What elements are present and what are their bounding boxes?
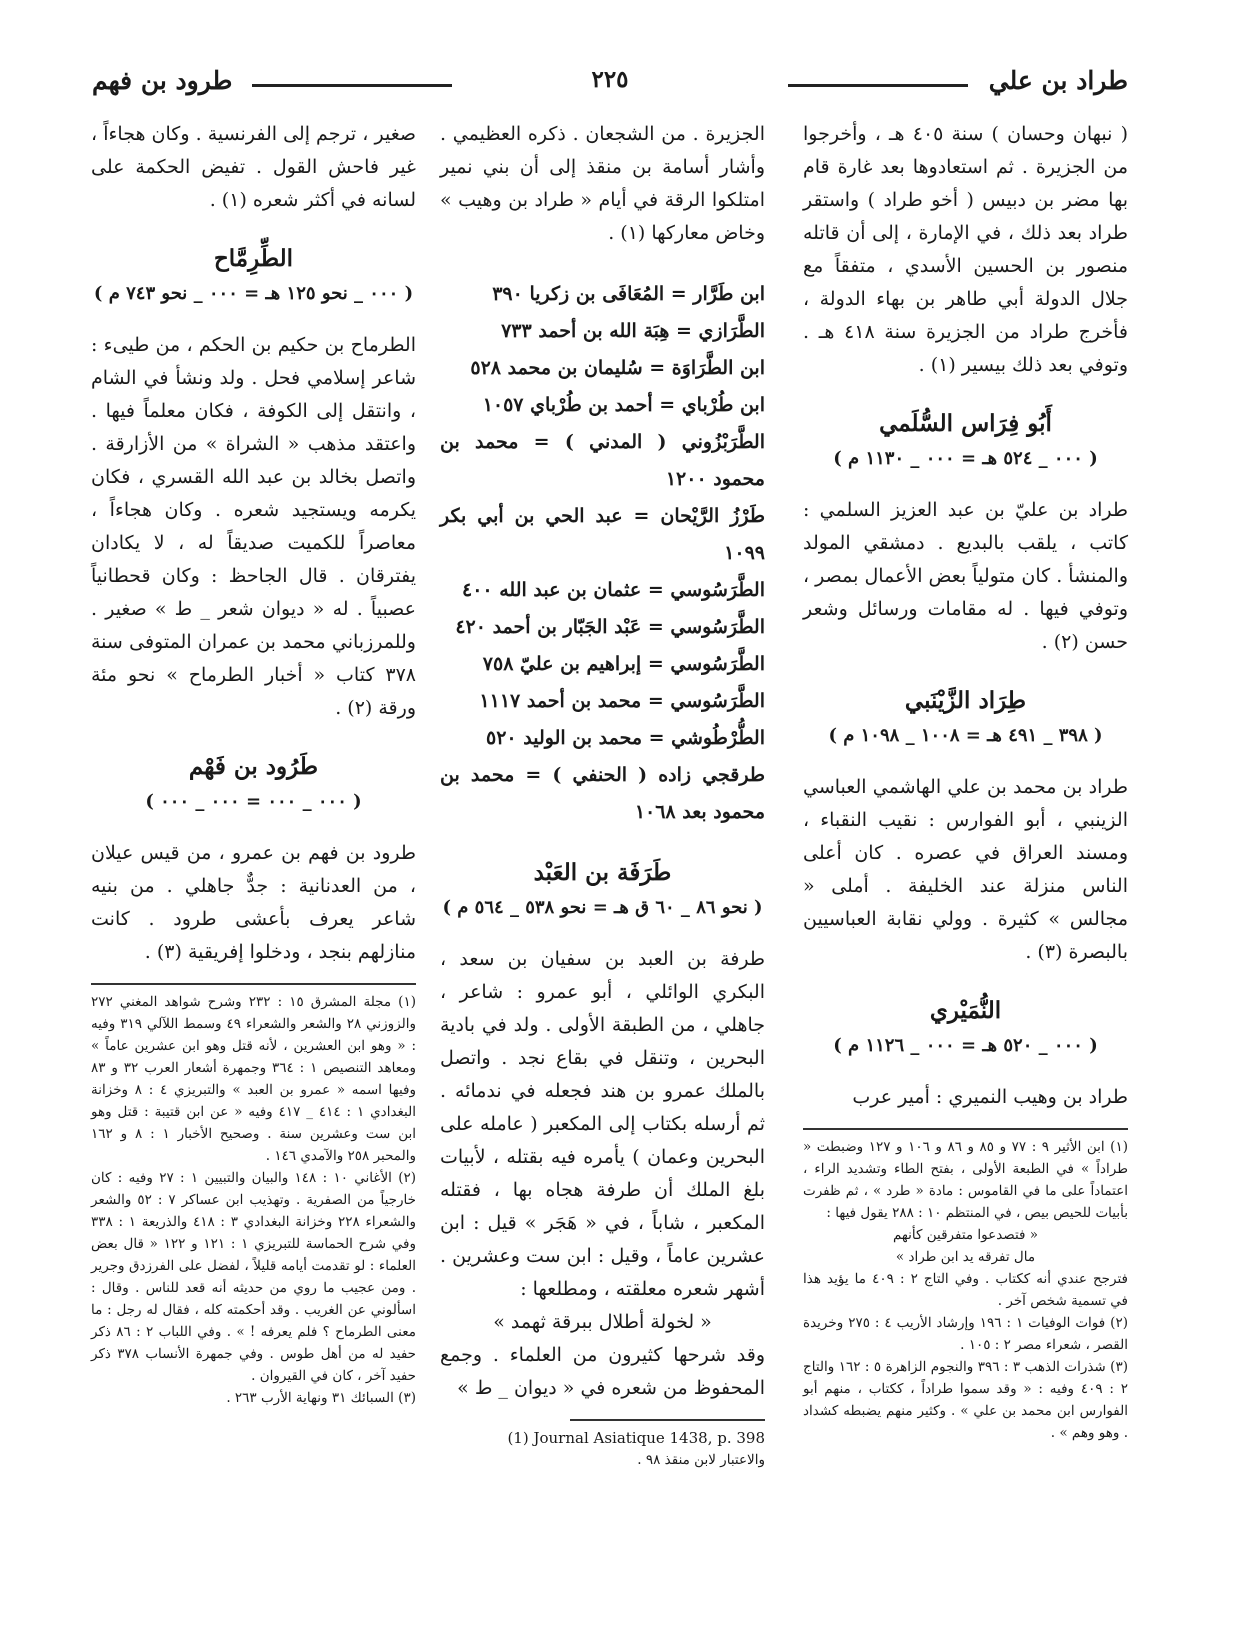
- footnote: فترجح عندي أنه ككتاب . وفي التاج ٢ : ٤٠٩ ما يؤيد هذا في تسمية شخص آخر .: [803, 1271, 1128, 1309]
- footnote-rule: [570, 1419, 765, 1421]
- header-left-title: طرود بن فهم: [92, 66, 233, 95]
- cross-reference: الطَّرَسُوسي = عثمان بن عبد الله ٤٠٠: [462, 579, 765, 601]
- footnote: (١) ابن الأثير ٩ : ٧٧ و ٨٥ و ٨٦ و ١٠٦ و ١٢٧ وضبطت « طراداً » في الطبعة الأولى ، بفتح الطاء وتشديد الراء ، اعتماداً على ما في القاموس : مادة « طرد » ، ثم ظفرت بأبيات للحيص بيص ، في المنتظم ١٠ : ٢٨٨ يقول فيها :: [803, 1139, 1128, 1221]
- cross-reference: ابن الطَّرَاوَة = سُليمان بن محمد ٥٢٨: [470, 357, 765, 379]
- page-number: ٢٢٥: [591, 66, 629, 93]
- footnote-rule: [803, 1128, 1128, 1130]
- entry-text: طراد بن عليّ بن عبد العزيز السلمي : كاتب ، يلقب بالبديع . دمشقي المولد والمنشأ . كان متولياً بعض الأعمال بمصر ، وتوفي فيها . له مقامات ورسائل وشعر حسن (٢) .: [803, 499, 1128, 653]
- entry-dates: ( ٠٠٠ _ ٥٢٤ هـ = ٠٠٠ _ ١١٣٠ م ): [833, 448, 1098, 469]
- footnote: (٣) شذرات الذهب ٣ : ٣٩٦ والنجوم الزاهرة ٥ : ١٦٢ والتاج ٢ : ٤٠٩ وفيه : « وقد سموا طراداً ، ككتاب ، منهم أبو الفوارس ابن محمد بن علي » . وكثير منهم يضبطه كشداد . وهو وهم » .: [803, 1359, 1128, 1441]
- entry-dates: ( ٠٠٠ _ ٠٠٠ = ٠٠٠ _ ٠٠٠ ): [145, 791, 362, 812]
- cross-reference: الطَّرَازي = هِبَة الله بن أحمد ٧٣٣: [501, 320, 765, 342]
- entry-title: طَرُود بن فَهْم: [188, 753, 319, 780]
- verse: « لخولة أطلال ببرقة ثهمد »: [493, 1311, 712, 1333]
- paragraph: صغير ، ترجم إلى الفرنسية . وكان هجاءاً ، غير فاحش القول . تفيض الحكمة على لسانه في أكثر شعره (١) .: [91, 123, 416, 211]
- entry-text: طراد بن وهيب النميري : أمير عرب: [852, 1086, 1128, 1108]
- entry-dates: ( ٠٠٠ _ ٥٢٠ هـ = ٠٠٠ _ ١١٢٦ م ): [833, 1035, 1098, 1056]
- footnote-rule: [91, 983, 416, 985]
- footnote: (٣) السبائك ٣١ ونهاية الأرب ٢٦٣ .: [226, 1390, 416, 1406]
- header-rule-left: [252, 84, 452, 87]
- entry-title: طَرَفَة بن العَبْد: [533, 859, 672, 886]
- footnote-latin: (1) Journal Asiatique 1438, p. 398: [507, 1429, 765, 1447]
- left-column: [91, 118, 416, 1409]
- footnote-verse: مال تفرقه يد ابن طراد »: [895, 1249, 1036, 1265]
- cross-reference: الطُّرْطُوشي = محمد بن الوليد ٥٢٠: [486, 727, 765, 749]
- entry-dates: ( نحو ٨٦ _ ٦٠ ق هـ = نحو ٥٣٨ _ ٥٦٤ م ): [442, 897, 763, 918]
- paragraph: ( نبهان وحسان ) سنة ٤٠٥ هـ ، وأخرجوا من الجزيرة . ثم استعادوها بعد غارة قام بها مضر بن دبيس ( أخو طراد ) واستقر طراد بعد ذلك ، في الإمارة ، إلى أن قاتله منصور بن الحسين الأسدي ، متفقاً مع جلال الدولة أبي طاهر بن بهاء الدولة ، فأخرج طراد من الجزيرة سنة ٤١٨ هـ . وتوفي بعد ذلك بيسير (١) .: [803, 123, 1129, 376]
- header-right-title: طراد بن علي: [988, 66, 1128, 95]
- cross-reference: الطَّرَسُوسي = عَبْد الجَبّار بن أحمد ٤٢٠: [455, 616, 765, 638]
- paragraph: الجزيرة . من الشجعان . ذكره العظيمي . وأشار أسامة بن منقذ إلى أن بني نمير امتلكوا الرقة في أيام « طراد بن وهيب » وخاض معاركها (١) .: [440, 123, 765, 244]
- footnote: (٢) الأغاني ١٠ : ١٤٨ والبيان والتبيين ١ : ٢٧ وفيه : كان خارجياً من الصفرية . وتهذيب ابن عساكر ٧ : ٥٢ والشعر والشعراء ٢٢٨ وخزانة البغدادي ٣ : ٤١٨ والذريعة ١ : ٣٣٨ وفي شرح الحماسة للتبريزي ١ : ١٢١ و ١٢٢ « قال بعض العلماء : لو تقدمت أيامه قليلاً ، لفضل على الفرزدق وجرير . ومن عجيب ما روي من حديثه أنه قعد للناس . وقال : اسألوني عن الغريب . وقد أحكمته كله ، فقال له رجل : ما معنى الطرماح ؟ فلم يعرفه ! » . وفي اللباب ٢ : ٨٦ ذكر حفيد له من أهل طوس . وفي جمهرة الأنساب ٣٧٨ ذكر حفيد آخر ، كان في القيروان .: [91, 1170, 417, 1384]
- entry-dates: ( ٣٩٨ _ ٤٩١ هـ = ١٠٠٨ _ ١٠٩٨ م ): [828, 725, 1103, 746]
- cross-reference: الطَّرَبْزُوني ( المدني ) = محمد بن محمود ١٢٠٠: [440, 431, 765, 490]
- entry-text: طراد بن محمد بن علي الهاشمي العباسي الزينبي ، أبو الفوارس : نقيب النقباء ، ومسند العراق في عصره . كان أعلى الناس منزلة عند الخليفة . أملى « مجالس » كثيرة . وولي نقابة العباسيين بالبصرة (٣) .: [803, 776, 1128, 963]
- footnote: (١) مجلة المشرق ١٥ : ٢٣٢ وشرح شواهد المغني ٢٧٢ والزوزني ٢٨ والشعر والشعراء ٤٩ وسمط اللآلي ٣١٩ وفيه : « وهو ابن العشرين ، لأنه قتل وهو ابن عشرين عاماً » ومعاهد التنصيص ١ : ٣٦٤ وجمهرة أشعار العرب ٣٢ و ٨٣ وفيها اسمه « عمرو بن العبد » والتبريزي ٤ : ٨ وخزانة البغدادي ١ : ٤١٤ _ ٤١٧ وفيه « عن ابن قتيبة : قتل وهو ابن ست وعشرين سنة . وصحيح الأخبار ١ : ٨ و ١٦٢ والمحبر ٢٥٨ والآمدي ١٤٦ .: [91, 994, 417, 1164]
- middle-column: [440, 118, 765, 1471]
- cross-reference: طرقجي زاده ( الحنفي ) = محمد بن محمود بعد ١٠٦٨: [440, 764, 765, 823]
- header-rule-right: [788, 84, 968, 87]
- cross-reference: الطَّرَسُوسي = إبراهيم بن عليّ ٧٥٨: [482, 653, 765, 675]
- cross-reference: ابن طَرَّار = المُعَافَى بن زكريا ٣٩٠: [492, 283, 765, 305]
- entry-dates: ( ٠٠٠ _ نحو ١٢٥ هـ = ٠٠٠ _ نحو ٧٤٣ م ): [93, 283, 414, 304]
- footnote: والاعتبار لابن منقذ ٩٨ .: [637, 1452, 765, 1468]
- right-column: [803, 118, 1128, 1444]
- cross-reference: طَرْزُ الرَّيْحان = عبد الحي بن أبي بكر ١٠٩٩: [440, 505, 765, 564]
- footnote: (٢) فوات الوفيات ١ : ١٩٦ وإرشاد الأريب ٤ : ٢٧٥ وخريدة القصر ، شعراء مصر ٢ : ١٠٥ .: [803, 1315, 1128, 1353]
- running-header: [92, 64, 1128, 104]
- entry-text: وقد شرحها كثيرون من العلماء . وجمع المحفوظ من شعره في « ديوان _ ط »: [440, 1344, 765, 1399]
- cross-reference: الطَّرَسُوسي = محمد بن أحمد ١١١٧: [479, 690, 765, 712]
- entry-text: طرود بن فهم بن عمرو ، من قيس عيلان ، من العدنانية : جدٌّ جاهلي . من بنيه شاعر يعرف بأعشى طرود . كانت منازلهم بنجد ، ودخلوا إفريقية (٣) .: [91, 842, 416, 963]
- entry-title: النُّمَيْري: [929, 997, 1002, 1024]
- entry-title: أَبُو فِرَاس السُّلَمي: [879, 410, 1052, 437]
- entry-title: طِرَاد الزَّيْنَبي: [904, 687, 1027, 714]
- entry-title: الطِّرِمَّاح: [213, 245, 294, 272]
- footnote-verse: « فتصدعوا متفرقين كأنهم: [892, 1227, 1039, 1243]
- cross-reference: ابن طُرْباي = أحمد بن طُرْباي ١٠٥٧: [482, 394, 765, 416]
- entry-text: الطرماح بن حكيم بن الحكم ، من طيىء : شاعر إسلامي فحل . ولد ونشأ في الشام ، وانتقل إلى الكوفة ، فكان معلماً فيها . واعتقد مذهب « الشراة » من الأزارقة . واتصل بخالد بن عبد الله القسري ، فكان يكرمه ويستجيد شعره . وكان هجاءاً ، معاصراً للكميت صديقاً له ، لا يكادان يفترقان . قال الجاحظ : وكان قحطانياً عصبياً . له « ديوان شعر _ ط » صغير . وللمرزباني محمد بن عمران المتوفى سنة ٣٧٨ كتاب « أخبار الطرماح » نحو مئة ورقة (٢) .: [91, 334, 416, 719]
- entry-text: طرفة بن العبد بن سفيان بن سعد ، البكري الوائلي ، أبو عمرو : شاعر ، جاهلي ، من الطبقة الأولى . ولد في بادية البحرين ، وتنقل في بقاع نجد . واتصل بالملك عمرو بن هند فجعله في ندمائه . ثم أرسله بكتاب إلى المكعبر ( عامله على البحرين وعمان ) يأمره فيه بقتله ، لأبيات بلغ الملك أن طرفة هجاه بها ، فقتله المكعبر ، شاباً ، في « هَجَر » قيل : ابن عشرين عاماً ، وقيل : ابن ست وعشرين . أشهر شعره معلقته ، ومطلعها :: [440, 948, 765, 1300]
